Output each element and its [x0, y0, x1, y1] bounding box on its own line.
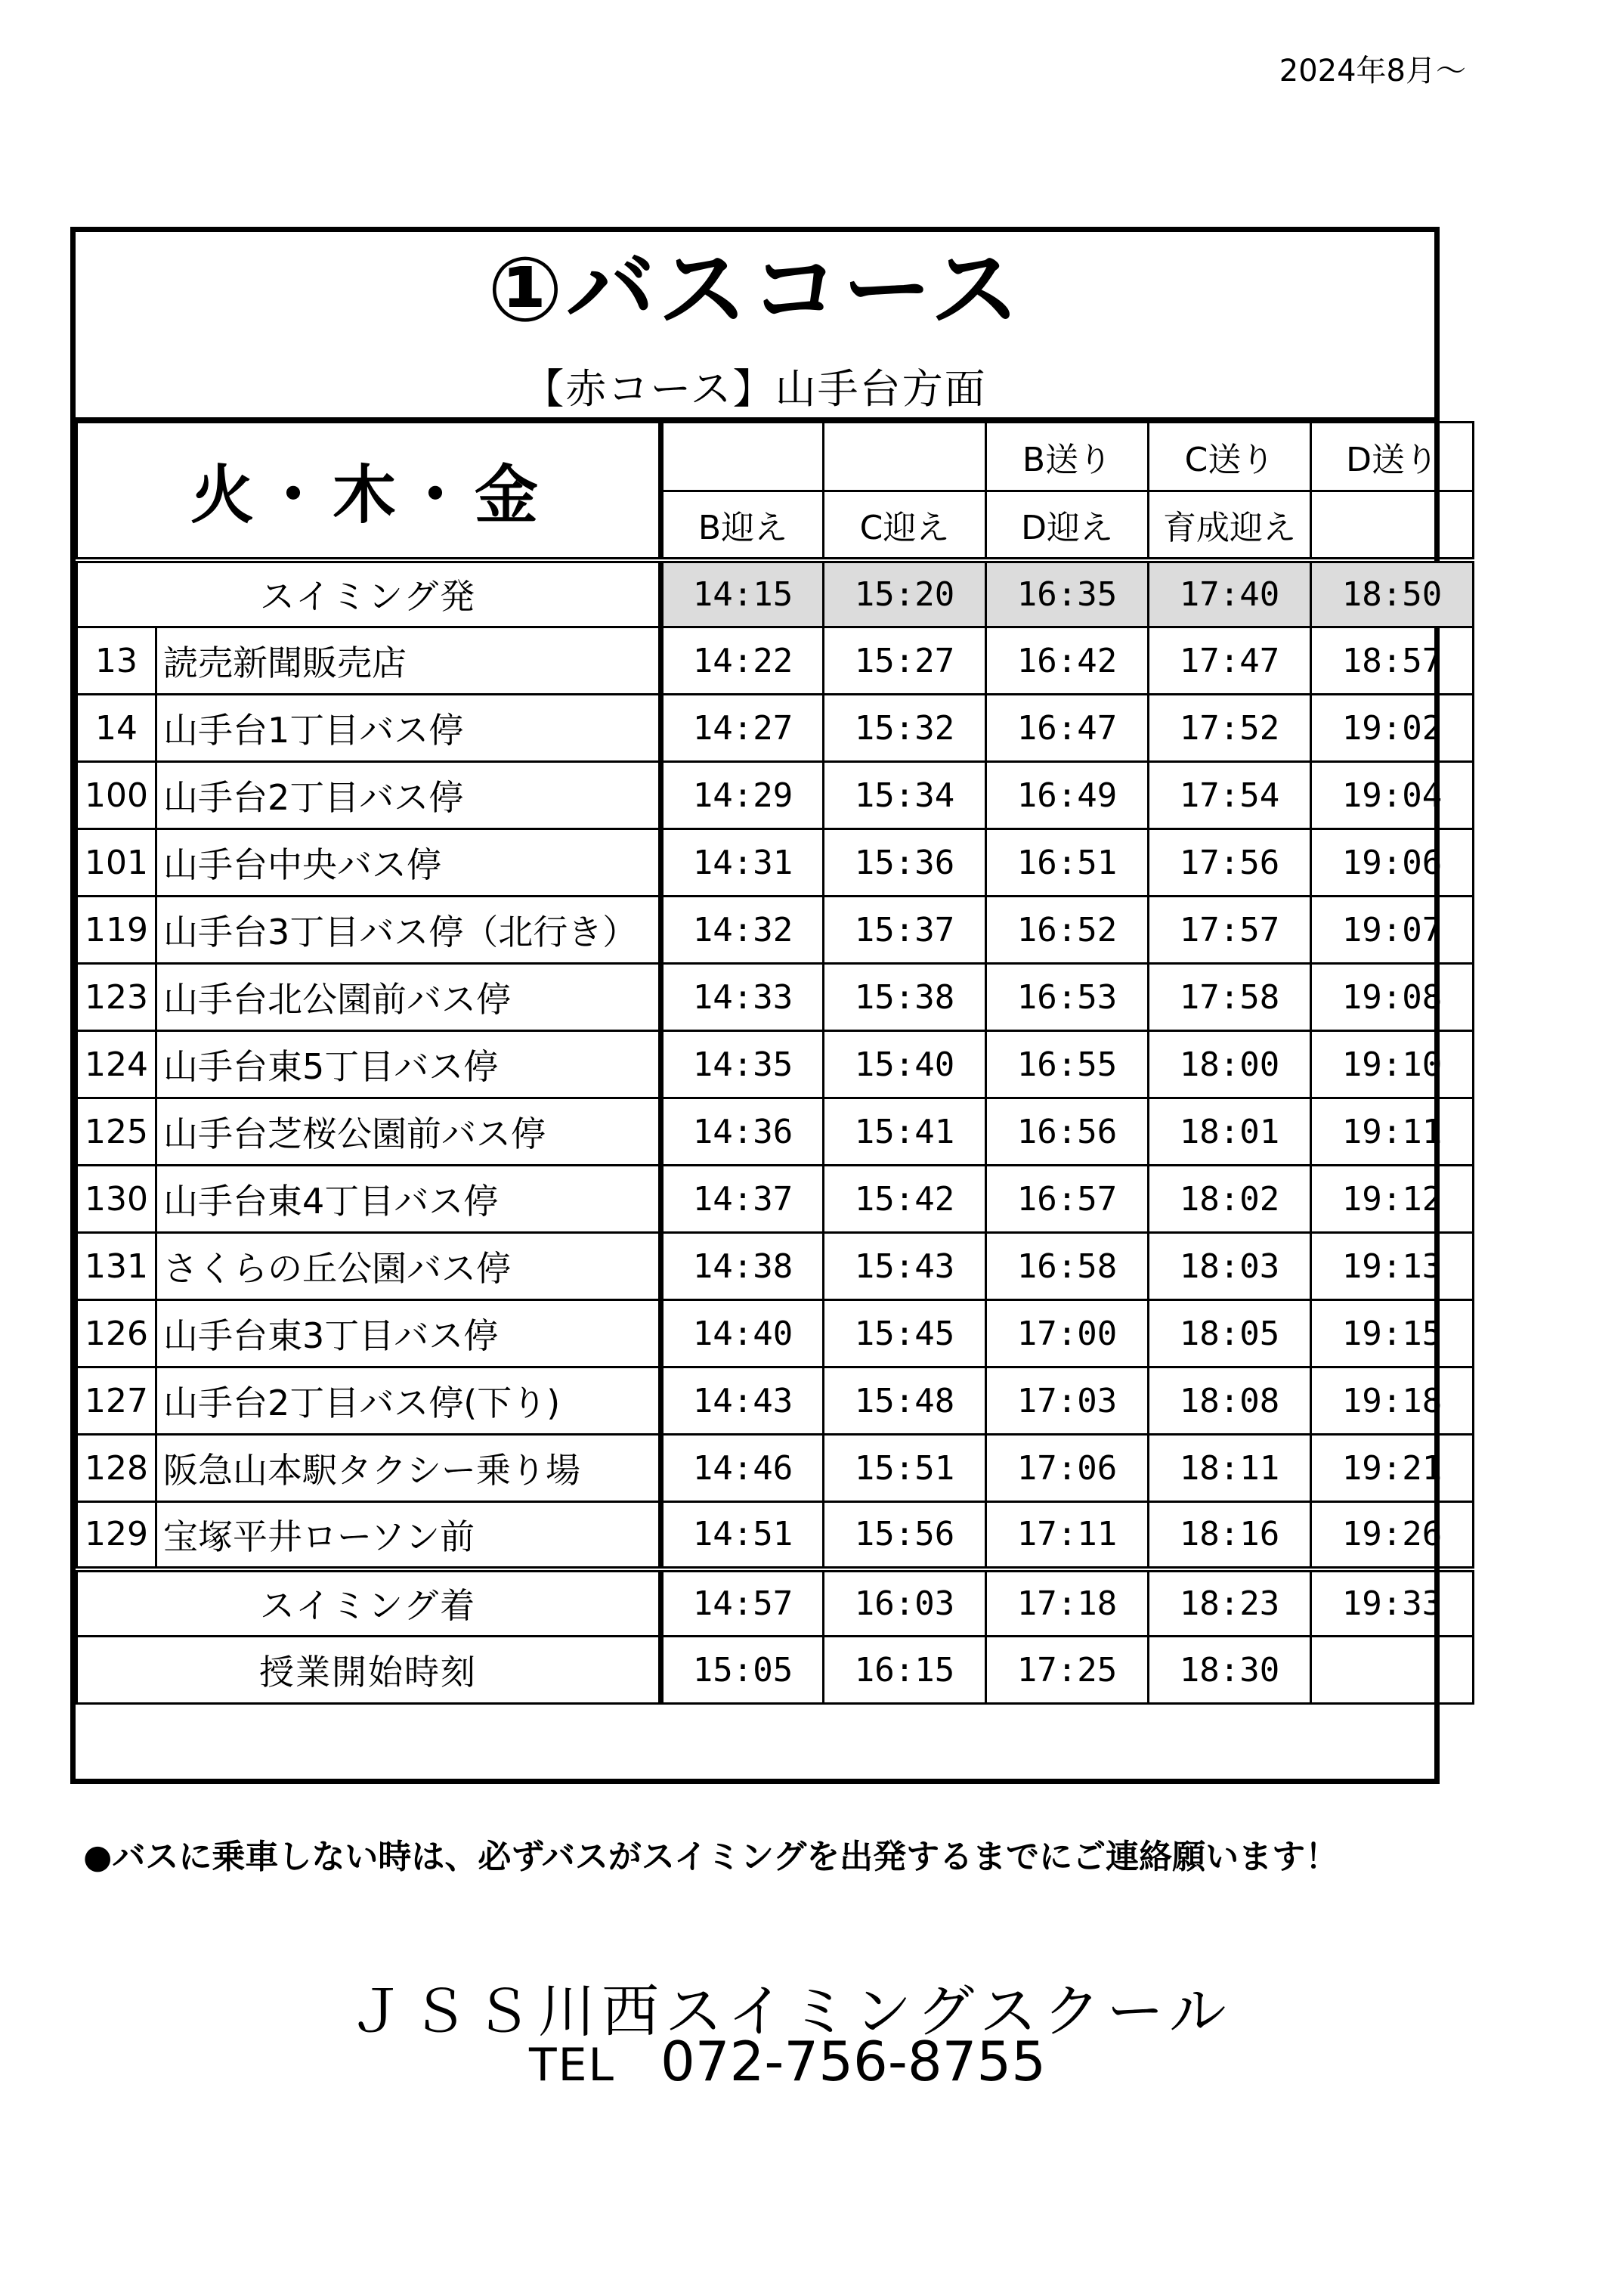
stop-name: 宝塚平井ローソン前 [156, 1502, 661, 1569]
arrival-time: 16:03 [824, 1569, 986, 1637]
phone-number: 072-756-8755 [660, 2030, 1047, 2093]
stop-number: 119 [77, 897, 156, 964]
stop-time: 16:53 [986, 964, 1149, 1031]
stop-time: 15:40 [824, 1031, 986, 1098]
class-start-time: 15:05 [661, 1637, 824, 1704]
stop-time: 15:45 [824, 1300, 986, 1367]
stop-time: 16:52 [986, 897, 1149, 964]
stop-time: 14:27 [661, 695, 824, 762]
stop-name: 山手台東3丁目バス停 [156, 1300, 661, 1367]
stop-time: 15:56 [824, 1502, 986, 1569]
stop-number: 123 [77, 964, 156, 1031]
stop-time: 17:11 [986, 1502, 1149, 1569]
class-start-row [77, 1637, 1474, 1704]
arrival-label: スイミング着 [77, 1569, 661, 1637]
departure-time: 17:40 [1149, 560, 1311, 627]
stop-time: 19:11 [1311, 1098, 1474, 1166]
stop-name: 山手台北公園前バス停 [156, 964, 661, 1031]
stop-time: 17:06 [986, 1435, 1149, 1502]
header-row-top [77, 423, 1474, 491]
stop-name: 山手台東4丁目バス停 [156, 1166, 661, 1233]
stop-time: 18:05 [1149, 1300, 1311, 1367]
stop-time: 16:47 [986, 695, 1149, 762]
stop-name: 阪急山本駅タクシー乗り場 [156, 1435, 661, 1502]
table-row [77, 762, 1474, 829]
stop-time: 14:22 [661, 627, 824, 695]
stop-time: 14:46 [661, 1435, 824, 1502]
stop-time: 18:00 [1149, 1031, 1311, 1098]
stop-time: 15:51 [824, 1435, 986, 1502]
stop-time: 14:43 [661, 1367, 824, 1435]
stop-time: 16:42 [986, 627, 1149, 695]
stop-name: 山手台東5丁目バス停 [156, 1031, 661, 1098]
class-start-label: 授業開始時刻 [77, 1637, 661, 1704]
stop-time: 19:15 [1311, 1300, 1474, 1367]
page-title: ①バスコース [487, 237, 1022, 342]
stop-time: 14:33 [661, 964, 824, 1031]
departure-time: 15:20 [824, 560, 986, 627]
days-label: 火・木・金 [77, 423, 661, 560]
table-row [77, 627, 1474, 695]
stop-number: 100 [77, 762, 156, 829]
stop-name: 山手台中央バス停 [156, 829, 661, 897]
stop-time: 18:11 [1149, 1435, 1311, 1502]
tel-label: TEL [529, 2039, 615, 2092]
stop-name: 山手台3丁目バス停（北行き） [156, 897, 661, 964]
stop-time: 17:56 [1149, 829, 1311, 897]
stop-number: 13 [77, 627, 156, 695]
stop-time: 19:12 [1311, 1166, 1474, 1233]
table-row [77, 1031, 1474, 1098]
stop-name: 読売新聞販売店 [156, 627, 661, 695]
stop-time: 15:42 [824, 1166, 986, 1233]
stop-time: 18:08 [1149, 1367, 1311, 1435]
table-row [77, 1098, 1474, 1166]
phone-line [529, 2030, 1058, 2093]
stop-name: 山手台1丁目バス停 [156, 695, 661, 762]
stop-time: 17:03 [986, 1367, 1149, 1435]
stop-time: 15:41 [824, 1098, 986, 1166]
stop-time: 18:16 [1149, 1502, 1311, 1569]
stop-number: 129 [77, 1502, 156, 1569]
stop-time: 16:58 [986, 1233, 1149, 1300]
stop-time: 19:02 [1311, 695, 1474, 762]
stop-time: 14:36 [661, 1098, 824, 1166]
col-header-bottom: 育成迎え [1149, 491, 1311, 560]
stop-time: 18:57 [1311, 627, 1474, 695]
stop-number: 127 [77, 1367, 156, 1435]
stop-time: 19:06 [1311, 829, 1474, 897]
stop-time: 19:18 [1311, 1367, 1474, 1435]
arrival-time: 17:18 [986, 1569, 1149, 1637]
stop-time: 16:57 [986, 1166, 1149, 1233]
stop-time: 19:21 [1311, 1435, 1474, 1502]
stop-time: 18:01 [1149, 1098, 1311, 1166]
col-header-top: D送り [1311, 423, 1474, 491]
stop-time: 15:32 [824, 695, 986, 762]
table-row [77, 1502, 1474, 1569]
stop-name: さくらの丘公園バス停 [156, 1233, 661, 1300]
table-row [77, 1435, 1474, 1502]
stop-time: 17:52 [1149, 695, 1311, 762]
departure-time: 16:35 [986, 560, 1149, 627]
stop-time: 14:32 [661, 897, 824, 964]
arrival-row [77, 1569, 1474, 1637]
stop-time: 15:37 [824, 897, 986, 964]
stop-name: 山手台2丁目バス停(下り) [156, 1367, 661, 1435]
col-header-top: C送り [1149, 423, 1311, 491]
stop-time: 19:08 [1311, 964, 1474, 1031]
col-header-top: B送り [986, 423, 1149, 491]
departure-time: 14:15 [661, 560, 824, 627]
stop-name: 山手台芝桜公園前バス停 [156, 1098, 661, 1166]
stop-time: 14:37 [661, 1166, 824, 1233]
col-header-bottom: B迎え [661, 491, 824, 560]
table-row [77, 1166, 1474, 1233]
stop-time: 19:10 [1311, 1031, 1474, 1098]
stop-number: 126 [77, 1300, 156, 1367]
stop-time: 17:00 [986, 1300, 1149, 1367]
stop-number: 128 [77, 1435, 156, 1502]
stop-time: 15:27 [824, 627, 986, 695]
table-row [77, 829, 1474, 897]
departure-time: 18:50 [1311, 560, 1474, 627]
table-row [77, 1233, 1474, 1300]
stop-number: 124 [77, 1031, 156, 1098]
stop-time: 15:38 [824, 964, 986, 1031]
stop-time: 17:47 [1149, 627, 1311, 695]
title-box [76, 232, 1434, 421]
stop-time: 15:34 [824, 762, 986, 829]
departure-row [77, 560, 1474, 627]
stop-time: 14:38 [661, 1233, 824, 1300]
col-header-bottom [1311, 491, 1474, 560]
stop-time: 16:49 [986, 762, 1149, 829]
stop-number: 125 [77, 1098, 156, 1166]
class-start-time: 17:25 [986, 1637, 1149, 1704]
stop-time: 19:04 [1311, 762, 1474, 829]
stop-time: 16:51 [986, 829, 1149, 897]
stop-number: 14 [77, 695, 156, 762]
stop-time: 14:29 [661, 762, 824, 829]
table-row [77, 695, 1474, 762]
arrival-time: 18:23 [1149, 1569, 1311, 1637]
stop-time: 18:02 [1149, 1166, 1311, 1233]
course-subtitle: 【赤コース】山手台方面 [523, 365, 987, 413]
table-row [77, 1367, 1474, 1435]
stop-number: 130 [77, 1166, 156, 1233]
stop-time: 19:13 [1311, 1233, 1474, 1300]
table-row [77, 964, 1474, 1031]
effective-date: 2024年8月～ [1279, 54, 1466, 88]
class-start-time: 16:15 [824, 1637, 986, 1704]
stop-time: 17:58 [1149, 964, 1311, 1031]
school-name: ＪＳＳ川西スイミングスクール [348, 1978, 1233, 2045]
departure-label: スイミング発 [77, 560, 661, 627]
stop-time: 15:43 [824, 1233, 986, 1300]
stop-time: 17:57 [1149, 897, 1311, 964]
stop-time: 16:55 [986, 1031, 1149, 1098]
stop-time: 17:54 [1149, 762, 1311, 829]
col-header-top [661, 423, 824, 491]
class-start-time: 18:30 [1149, 1637, 1311, 1704]
stop-time: 18:03 [1149, 1233, 1311, 1300]
timetable-sheet [70, 227, 1443, 1784]
stop-time: 16:56 [986, 1098, 1149, 1166]
boarding-notice: ●バスに乗車しない時は、必ずバスがスイミングを出発するまでにご連絡願います！ [83, 1838, 1339, 1876]
stop-time: 14:40 [661, 1300, 824, 1367]
stop-time: 14:31 [661, 829, 824, 897]
stop-time: 14:35 [661, 1031, 824, 1098]
stop-number: 131 [77, 1233, 156, 1300]
stop-time: 15:48 [824, 1367, 986, 1435]
table-row [77, 1300, 1474, 1367]
table-row [77, 897, 1474, 964]
stop-time: 19:07 [1311, 897, 1474, 964]
col-header-bottom: C迎え [824, 491, 986, 560]
arrival-time: 14:57 [661, 1569, 824, 1637]
arrival-time: 19:33 [1311, 1569, 1474, 1637]
col-header-top [824, 423, 986, 491]
stop-time: 15:36 [824, 829, 986, 897]
col-header-bottom: D迎え [986, 491, 1149, 560]
stop-name: 山手台2丁目バス停 [156, 762, 661, 829]
stop-number: 101 [77, 829, 156, 897]
bus-timetable [76, 421, 1474, 1705]
stop-time: 19:26 [1311, 1502, 1474, 1569]
class-start-time [1311, 1637, 1474, 1704]
stop-time: 14:51 [661, 1502, 824, 1569]
